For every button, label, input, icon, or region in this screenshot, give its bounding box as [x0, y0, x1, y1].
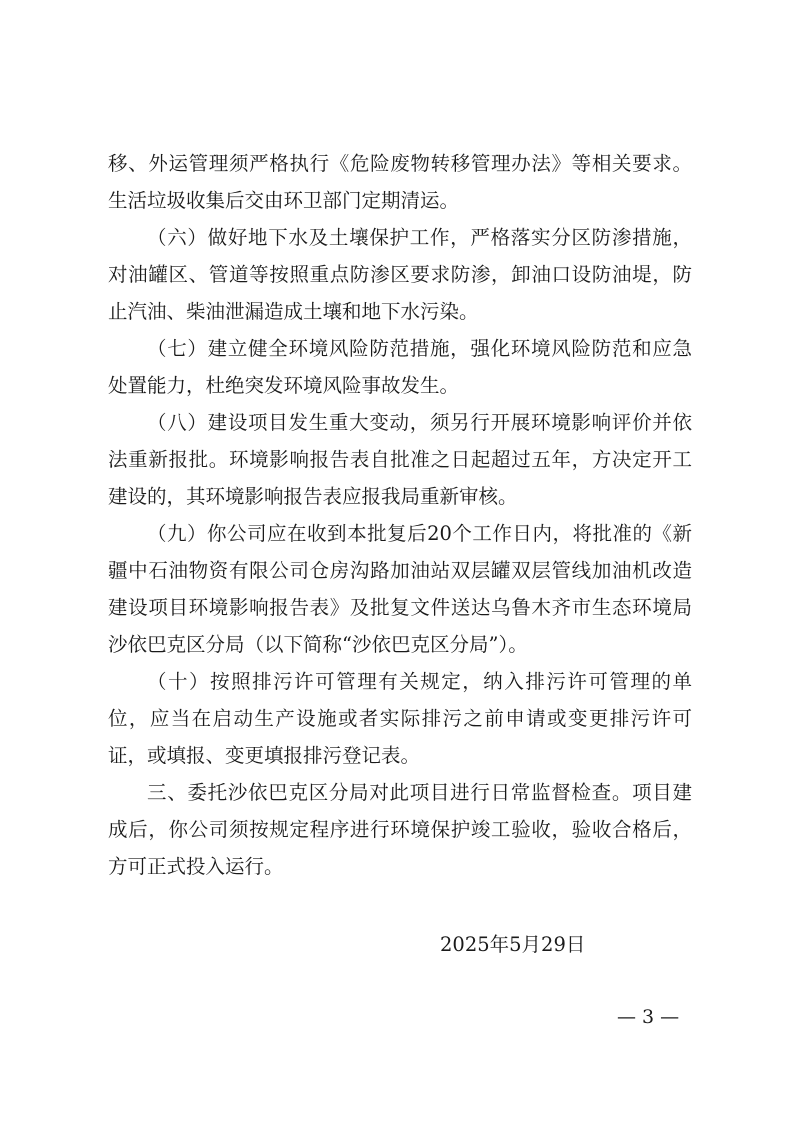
document-body: [108, 145, 692, 885]
document-date: 2025年5月29日: [440, 933, 586, 956]
paragraph-item-10: （十）按照排污许可管理有关规定，纳入排污许可管理的单位，应当在启动生产设施或者实际排污之前申请或变更排污许可证，或填报、变更填报排污登记表。: [108, 670, 692, 767]
paragraph-section-3: 三、委托沙依巴克区分局对此项目进行日常监督检查。项目建成后，你公司须按规定程序进行环境保护竣工验收，验收合格后，方可正式投入运行。: [108, 781, 692, 878]
paragraph-item-7: （七）建立健全环境风险防范措施，强化环境风险防范和应急处置能力，杜绝突发环境风险事故发生。: [108, 337, 692, 397]
paragraph-continuation: 移、外运管理须严格执行《危险废物转移管理办法》等相关要求。生活垃圾收集后交由环卫部门定期清运。: [108, 152, 692, 212]
paragraph-item-9: （九）你公司应在收到本批复后20个工作日内，将批准的《新疆中石油物资有限公司仓房沟路加油站双层罐双层管线加油机改造建设项目环境影响报告表》及批复文件送达乌鲁木齐市生态环境局沙依巴克区分局（以下简称“沙依巴克区分局”）。: [108, 522, 692, 656]
paragraph-item-8: （八）建设项目发生重大变动，须另行开展环境影响评价并依法重新报批。环境影响报告表自批准之日起超过五年，方决定开工建设的，其环境影响报告表应报我局重新审核。: [108, 411, 692, 508]
page-number: — 3 —: [617, 1006, 680, 1028]
paragraph-item-6: （六）做好地下水及土壤保护工作，严格落实分区防渗措施，对油罐区、管道等按照重点防渗区要求防渗，卸油口设防油堤，防止汽油、柴油泄漏造成土壤和地下水污染。: [108, 226, 692, 323]
